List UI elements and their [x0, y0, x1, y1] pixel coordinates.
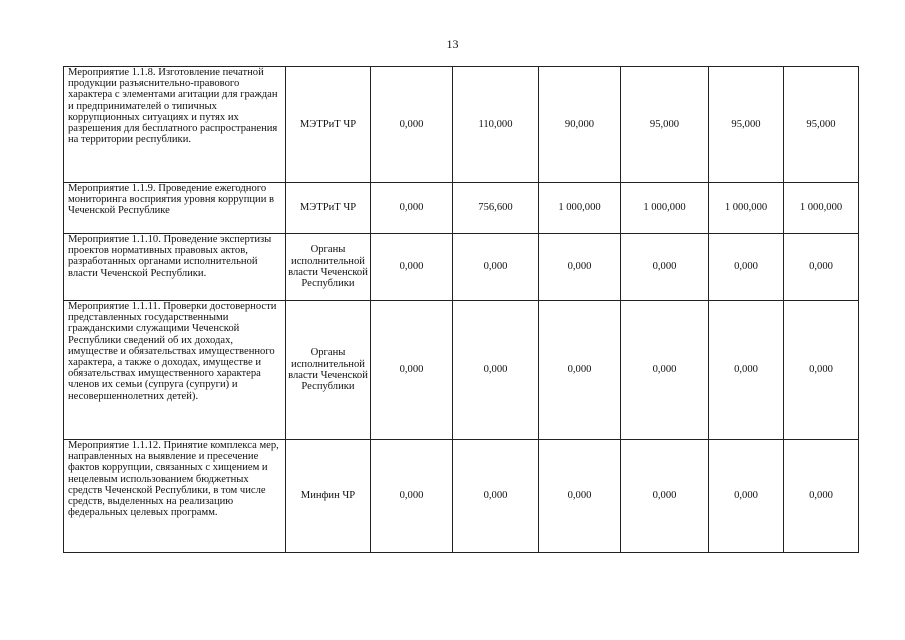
- value-cell: 95,000: [784, 67, 859, 183]
- table-row: [64, 183, 859, 234]
- value-cell: 0,000: [371, 183, 453, 234]
- value-cell: 1 000,000: [784, 183, 859, 234]
- value-cell: 0,000: [784, 301, 859, 440]
- value-cell: 0,000: [784, 234, 859, 301]
- value-cell: 0,000: [621, 234, 709, 301]
- value-cell: 0,000: [709, 440, 784, 553]
- value-cell: 0,000: [453, 440, 539, 553]
- value-cell: 0,000: [539, 301, 621, 440]
- value-cell: 95,000: [709, 67, 784, 183]
- value-cell: 95,000: [621, 67, 709, 183]
- measure-description: Мероприятие 1.1.12. Принятие комплекса мер, направленных на выявление и пресечение фактов коррупции, связанных с хищением и нецелевым использованием бюджетных средств Чеченской Республики, в том числе средств, выделенных на реализацию федеральных целевых программ.: [64, 440, 286, 553]
- value-cell: 1 000,000: [709, 183, 784, 234]
- measure-executor: Органы исполнительной власти Чеченской Республики: [286, 301, 371, 440]
- value-cell: 0,000: [371, 301, 453, 440]
- table-row: [64, 440, 859, 553]
- value-cell: 0,000: [709, 301, 784, 440]
- table-row: [64, 67, 859, 183]
- value-cell: 0,000: [453, 301, 539, 440]
- value-cell: 1 000,000: [621, 183, 709, 234]
- measure-executor: МЭТРиТ ЧР: [286, 67, 371, 183]
- measure-executor: Органы исполнительной власти Чеченской Республики: [286, 234, 371, 301]
- table-row: [64, 301, 859, 440]
- measure-executor: МЭТРиТ ЧР: [286, 183, 371, 234]
- value-cell: 0,000: [453, 234, 539, 301]
- measure-description: Мероприятие 1.1.11. Проверки достоверности представленных государственными гражданскими служащими Чеченской Республики сведений об их доходах, имуществе и обязательствах имущественного характера, а также о доходах, имуществе и обязательствах имущественного характера членов их семьи (супруга (супруги) и несовершеннолетних детей).: [64, 301, 286, 440]
- value-cell: 0,000: [371, 440, 453, 553]
- measures-table: [63, 66, 859, 553]
- value-cell: 90,000: [539, 67, 621, 183]
- value-cell: 0,000: [371, 67, 453, 183]
- measure-description: Мероприятие 1.1.9. Проведение ежегодного мониторинга восприятия уровня коррупции в Чеченской Республике: [64, 183, 286, 234]
- value-cell: 0,000: [539, 440, 621, 553]
- value-cell: 0,000: [621, 301, 709, 440]
- value-cell: 0,000: [709, 234, 784, 301]
- measure-executor: Минфин ЧР: [286, 440, 371, 553]
- value-cell: 0,000: [621, 440, 709, 553]
- measure-description: Мероприятие 1.1.10. Проведение экспертизы проектов нормативных правовых актов, разработанных органами исполнительной власти Чеченской Республики.: [64, 234, 286, 301]
- table-row: [64, 234, 859, 301]
- page-number: 13: [446, 37, 459, 51]
- value-cell: 1 000,000: [539, 183, 621, 234]
- value-cell: 0,000: [371, 234, 453, 301]
- value-cell: 0,000: [539, 234, 621, 301]
- value-cell: 110,000: [453, 67, 539, 183]
- value-cell: 756,600: [453, 183, 539, 234]
- measure-description: Мероприятие 1.1.8. Изготовление печатной продукции разъяснительно-правового характера с элементами агитации для граждан и предпринимателей о типичных коррупционных ситуациях и путях их разрешения для бесплатного распространения на территории республики.: [64, 67, 286, 183]
- value-cell: 0,000: [784, 440, 859, 553]
